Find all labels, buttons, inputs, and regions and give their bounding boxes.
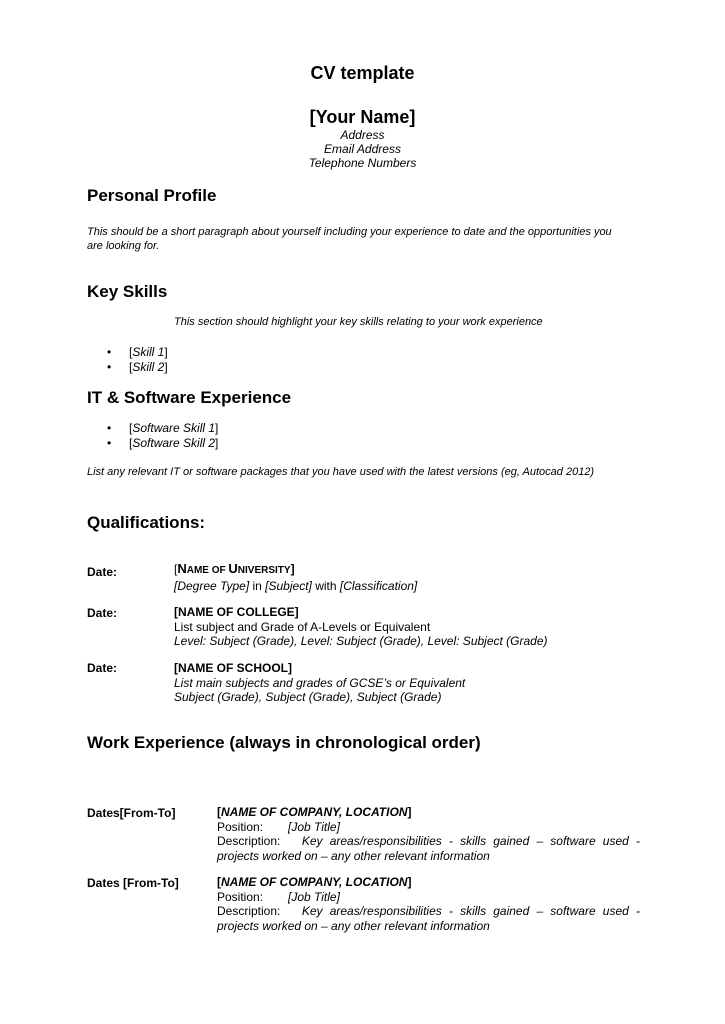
bullet-icon: • bbox=[107, 436, 112, 450]
it-software-note: List any relevant IT or software packages that you have used with the latest versions (eg, Autocad 2012) bbox=[87, 466, 595, 478]
list-item: • [ Software Skill 2 ] bbox=[107, 436, 219, 450]
qualification-school bbox=[174, 661, 465, 705]
position-row: Position: [Job Title] bbox=[217, 889, 340, 904]
key-skills-list bbox=[107, 345, 168, 375]
university-name: [NAME OF UNIVERSITY] bbox=[174, 561, 295, 576]
qualifications-heading: Qualifications: bbox=[87, 513, 206, 532]
company-name: [NAME OF COMPANY, LOCATION] bbox=[217, 875, 412, 889]
key-skills-intro: This section should highlight your key skills relating to your work experience bbox=[174, 316, 543, 328]
qualification-date-label: Date: bbox=[87, 565, 118, 579]
bullet-icon: • bbox=[107, 421, 112, 435]
school-line1: List main subjects and grades of GCSE’s or Equivalent bbox=[174, 675, 466, 690]
work-dates: Dates[From-To] bbox=[87, 806, 176, 820]
list-item: • [ Skill 2 ] bbox=[107, 360, 168, 374]
degree-line: [Degree Type] in [Subject] with [Classification] bbox=[174, 578, 418, 593]
bullet-icon: • bbox=[107, 360, 112, 374]
school-name: [NAME OF SCHOOL] bbox=[174, 661, 292, 675]
description: Description: Key areas/responsibilities - skills gained – software used - projects worked on – any other relevant information bbox=[217, 834, 640, 863]
contact-email: Email Address bbox=[324, 142, 401, 156]
personal-profile-text: This should be a short paragraph about yourself including your experience to date and the opportunities you are looking for. bbox=[87, 226, 612, 252]
qualification-date-label: Date: bbox=[87, 606, 118, 620]
college-name: [NAME OF COLLEGE] bbox=[174, 605, 299, 619]
college-line1: List subject and Grade of A-Levels or Equivalent bbox=[174, 619, 431, 634]
qualification-date-label: Date: bbox=[87, 661, 118, 675]
qualification-university bbox=[174, 562, 417, 593]
school-line2: Subject (Grade), Subject (Grade), Subject (Grade) bbox=[174, 690, 442, 704]
document-title: CV template bbox=[310, 63, 415, 83]
position-row: Position: [Job Title] bbox=[217, 819, 340, 834]
it-software-heading: IT & Software Experience bbox=[87, 388, 292, 407]
work-entry bbox=[217, 875, 640, 933]
your-name: [Your Name] bbox=[309, 107, 416, 127]
bullet-icon: • bbox=[107, 345, 112, 359]
qualification-college bbox=[174, 605, 548, 649]
company-name: [NAME OF COMPANY, LOCATION] bbox=[217, 805, 412, 819]
it-software-list bbox=[107, 421, 218, 451]
work-entry bbox=[217, 805, 640, 863]
list-item: • [ Software Skill 1 ] bbox=[107, 421, 219, 435]
work-experience-heading: Work Experience (always in chronological order) bbox=[87, 733, 481, 752]
personal-profile-heading: Personal Profile bbox=[87, 186, 217, 205]
work-dates: Dates [From-To] bbox=[87, 876, 179, 890]
key-skills-heading: Key Skills bbox=[87, 282, 168, 301]
contact-address: Address bbox=[340, 128, 385, 142]
college-line2: Level: Subject (Grade), Level: Subject (Grade), Level: Subject (Grade) bbox=[174, 634, 548, 648]
contact-telephone: Telephone Numbers bbox=[308, 156, 417, 170]
list-item: • [ Skill 1 ] bbox=[107, 345, 168, 359]
description: Description: Key areas/responsibilities - skills gained – software used - projects worked on – any other relevant information bbox=[217, 904, 640, 933]
